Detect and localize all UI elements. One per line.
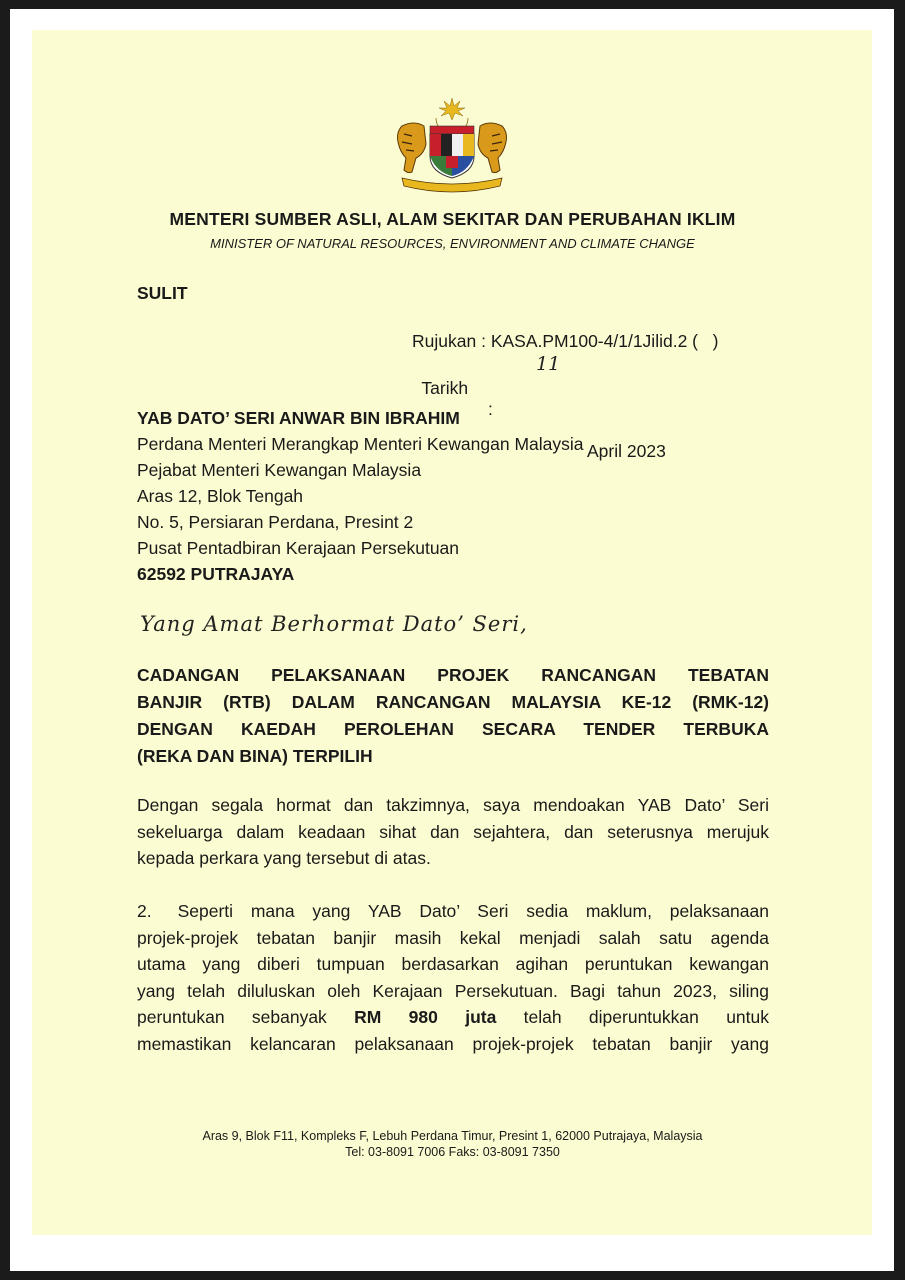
allocation-amount: RM 980 juta xyxy=(354,1007,497,1027)
paragraph-line xyxy=(137,1004,769,1031)
paragraph-line xyxy=(137,898,769,925)
subject-line: (REKA DAN BINA) TERPILIH xyxy=(137,746,373,766)
subject-line: CADANGAN PELAKSANAAN PROJEK RANCANGAN TEBATAN xyxy=(137,665,769,685)
paragraph-1 xyxy=(137,792,769,872)
paragraph-text: peruntukan sebanyak xyxy=(137,1007,327,1027)
paragraph-text: telah diperuntukkan untuk xyxy=(523,1007,770,1027)
recipient-postcode-city: 62592 PUTRAJAYA xyxy=(137,564,295,584)
reference-label: Rujukan : xyxy=(412,331,486,351)
date-label: Tarikh xyxy=(421,378,469,398)
paragraph-line: utama yang diberi tumpuan berdasarkan agihan peruntukan kewangan xyxy=(137,954,769,974)
recipient-line: Perdana Menteri Merangkap Menteri Kewangan Malaysia xyxy=(137,434,584,454)
recipient-line: Pusat Pentadbiran Kerajaan Persekutuan xyxy=(137,538,460,558)
date-month-year: April 2023 xyxy=(587,441,666,461)
recipient-line: Aras 12, Blok Tengah xyxy=(137,486,304,506)
paragraph-line: kepada perkara yang tersebut di atas. xyxy=(137,848,431,868)
classification-label: SULIT xyxy=(137,283,188,303)
subject-line: DENGAN KAEDAH PEROLEHAN SECARA TENDER TERBUKA xyxy=(137,719,769,739)
recipient-name: YAB DATO’ SERI ANWAR BIN IBRAHIM xyxy=(137,408,460,428)
reference-value: KASA.PM100-4/1/1Jilid.2 ( ) xyxy=(490,331,719,351)
recipient-line: Pejabat Menteri Kewangan Malaysia xyxy=(137,460,422,480)
paragraph-2 xyxy=(137,898,769,1057)
paragraph-text: Seperti mana yang YAB Dato’ Seri sedia maklum, pelaksanaan xyxy=(177,901,769,921)
coat-of-arms-logo xyxy=(388,96,516,196)
paragraph-line: projek-projek tebatan banjir masih kekal menjadi salah satu agenda xyxy=(137,927,769,948)
ministry-title-english: MINISTER OF NATURAL RESOURCES, ENVIRONMENT AND CLIMATE CHANGE xyxy=(210,236,695,251)
subject-line: BANJIR (RTB) DALAM RANCANGAN MALAYSIA KE-12 (RMK-12) xyxy=(137,692,769,712)
date-day-handwritten: 11 xyxy=(536,353,561,375)
date-colon: : xyxy=(488,399,493,419)
paragraph-line: Dengan segala hormat dan takzimnya, saya mendoakan YAB Dato’ Seri xyxy=(137,795,769,815)
recipient-line: No. 5, Persiaran Perdana, Presint 2 xyxy=(137,512,414,532)
paragraph-line: memastikan kelancaran pelaksanaan projek-projek tebatan banjir yang xyxy=(137,1033,769,1054)
letter-subject xyxy=(137,662,769,770)
footer-address: Aras 9, Blok F11, Kompleks F, Lebuh Perdana Timur, Presint 1, 62000 Putrajaya, Malaysia xyxy=(202,1129,703,1143)
reference-line xyxy=(412,331,718,352)
salutation-handwritten: Yang Amat Berhormat Dato’ Seri, xyxy=(140,612,528,636)
paragraph-line: yang telah diluluskan oleh Kerajaan Persekutuan. Bagi tahun 2023, siling xyxy=(137,980,769,1001)
ministry-title-malay: MENTERI SUMBER ASLI, ALAM SEKITAR DAN PERUBAHAN IKLIM xyxy=(169,209,736,229)
paragraph-number: 2. xyxy=(137,901,152,921)
footer-contact: Tel: 03-8091 7006 Faks: 03-8091 7350 xyxy=(345,1145,560,1159)
paragraph-line: sekeluarga dalam keadaan sihat dan sejahtera, dan seterusnya merujuk xyxy=(137,821,769,842)
